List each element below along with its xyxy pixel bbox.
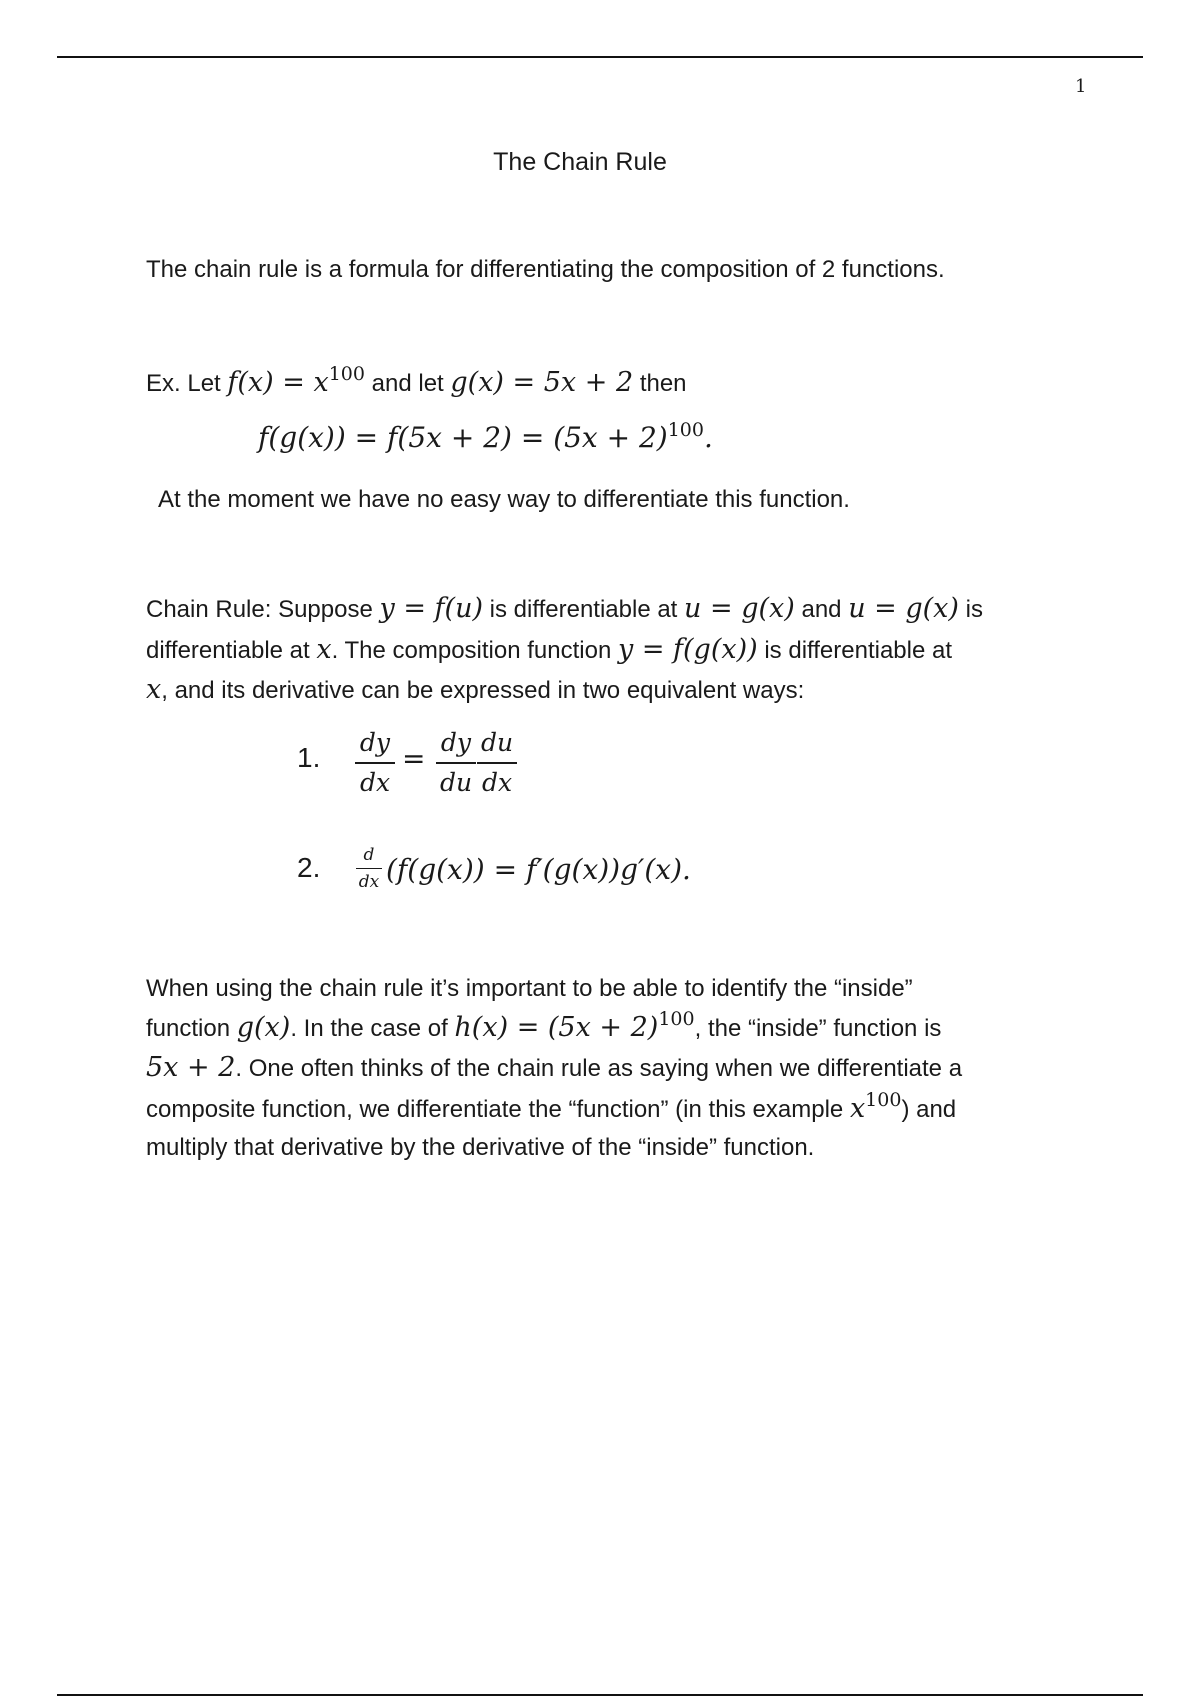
math-y-equals-f-u: y = f(u) — [379, 593, 483, 624]
chain-rule-line-2 — [146, 630, 952, 671]
math-5x-plus-2: 5x + 2 — [146, 1052, 236, 1083]
intro-paragraph: The chain rule is a formula for differentiating the composition of 2 functions. — [146, 256, 945, 283]
inside-and: ) and — [901, 1096, 957, 1123]
chain-rule-label: Chain Rule: — [146, 596, 272, 623]
chain-rule-and: and — [801, 596, 842, 623]
form-2-number: 2. — [297, 852, 321, 883]
fraction-dy-dx-numerator: dy — [355, 726, 395, 764]
fraction-du-dx-numerator: du — [477, 726, 517, 764]
math-h-x-exponent: 100 — [658, 1008, 695, 1030]
inside-function-is: , the “inside” function is — [694, 1015, 942, 1042]
f-definition-exponent: 100 — [328, 363, 365, 385]
fraction-d-dx-denominator: dx — [358, 872, 380, 892]
form-1-number: 1. — [297, 742, 321, 773]
and-let-word: and let — [371, 370, 444, 397]
fraction-dy-dx — [355, 726, 395, 800]
chain-rule-is: is — [965, 596, 983, 623]
then-word: then — [639, 370, 687, 397]
example-line — [146, 363, 687, 404]
math-x-100-exponent: 100 — [865, 1089, 902, 1111]
example-note: At the moment we have no easy way to differentiate this function. — [158, 486, 850, 513]
math-h-x — [454, 1008, 695, 1043]
math-u-equals-g-x-2: u = g(x) — [848, 593, 959, 624]
inside-often: . One often thinks of the chain rule as saying when we differentiate a — [235, 1055, 963, 1082]
math-u-equals-g-x: u = g(x) — [684, 593, 795, 624]
fraction-du-dx-denominator: dx — [481, 768, 513, 797]
chain-rule-composition: . The composition function — [331, 637, 612, 664]
chain-rule-line-1 — [146, 589, 983, 630]
chain-rule-differentiable-at-3: is differentiable at — [764, 637, 953, 664]
composition-base: f(g(x)) = f(5x + 2) = (5x + 2) — [258, 421, 668, 454]
inside-function-word: function — [146, 1015, 231, 1042]
page-number: 1 — [1075, 76, 1087, 97]
composition-exponent: 100 — [667, 419, 704, 441]
form-1-equals: = — [402, 742, 426, 775]
inside-line-3 — [146, 1048, 962, 1089]
chain-rule-differentiable-at-2: differentiable at — [146, 637, 310, 664]
chain-rule-line-3 — [146, 670, 804, 711]
page-title: The Chain Rule — [493, 148, 667, 176]
fraction-dy-dx-denominator: dx — [359, 768, 391, 797]
chain-rule-suppose: Suppose — [278, 596, 373, 623]
composition-period: . — [703, 421, 713, 454]
math-x-2: x — [146, 674, 162, 705]
inside-line-4 — [146, 1089, 956, 1130]
math-g-x: g(x) — [236, 1012, 291, 1043]
chain-rule-differentiable-at: is differentiable at — [489, 596, 678, 623]
fraction-dy-du-denominator: du — [439, 768, 473, 797]
chain-rule-tail: , and its derivative can be expressed in two equivalent ways: — [161, 677, 805, 704]
g-definition: g(x) = 5x + 2 — [450, 367, 634, 398]
inside-in-case: . In the case of — [290, 1015, 448, 1042]
form-2-expression: (f(g(x)) = f′(g(x))g′(x). — [386, 853, 691, 886]
fraction-dy-du — [436, 726, 476, 800]
f-definition-base: f(x) = x — [227, 367, 329, 398]
inside-line-1: When using the chain rule it’s important to be able to identify the “inside” — [146, 975, 913, 1002]
top-rule — [57, 56, 1143, 58]
bottom-rule — [57, 1694, 1143, 1696]
inside-composite: composite function, we differentiate the “function” (in this example — [146, 1096, 844, 1123]
fraction-dy-du-numerator: dy — [436, 726, 476, 764]
example-label: Ex. — [146, 370, 181, 397]
inside-line-2 — [146, 1008, 941, 1049]
math-x-100 — [849, 1089, 902, 1124]
let-word: Let — [187, 370, 221, 397]
math-h-x-base: h(x) = (5x + 2) — [454, 1012, 659, 1043]
f-definition — [227, 363, 365, 398]
math-y-equals-f-g-x: y = f(g(x)) — [617, 634, 758, 665]
fraction-du-dx — [477, 726, 517, 800]
composition-equation — [258, 421, 713, 454]
math-x: x — [316, 634, 332, 665]
inside-line-5: multiply that derivative by the derivative of the “inside” function. — [146, 1134, 815, 1161]
fraction-d-dx — [356, 844, 382, 893]
math-x-100-base: x — [849, 1093, 866, 1124]
fraction-d-dx-numerator: d — [356, 844, 382, 869]
